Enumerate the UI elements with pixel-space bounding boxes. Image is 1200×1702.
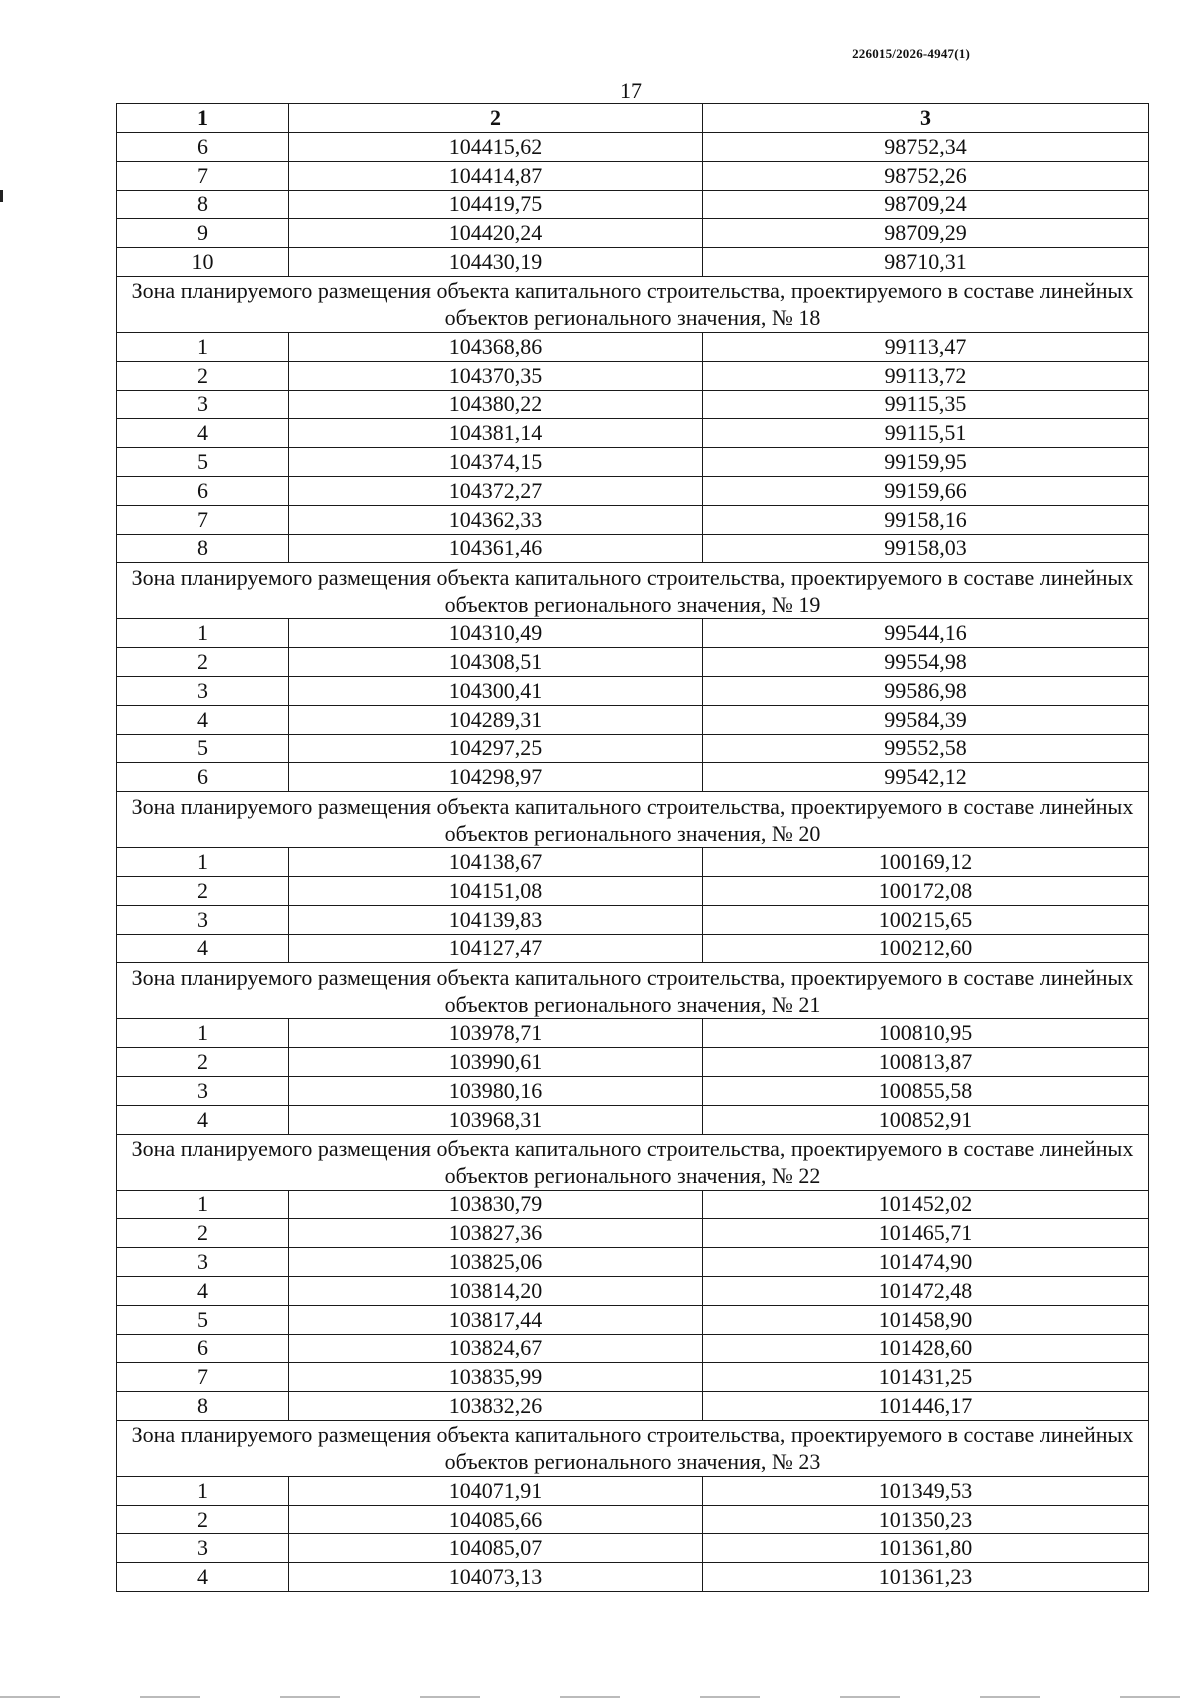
point-number-cell: 3 (117, 390, 289, 419)
y-coordinate-cell: 99542,12 (703, 763, 1149, 792)
table-row (117, 219, 1149, 248)
table-row (117, 1505, 1149, 1534)
table-row (117, 1048, 1149, 1077)
point-number-cell: 1 (117, 1019, 289, 1048)
x-coordinate-cell: 104298,97 (289, 763, 703, 792)
table-row (117, 763, 1149, 792)
point-number-cell: 3 (117, 1248, 289, 1277)
point-number-cell: 6 (117, 476, 289, 505)
table-row (117, 1534, 1149, 1563)
point-number-cell: 8 (117, 190, 289, 219)
table-row (117, 1076, 1149, 1105)
x-coordinate-cell: 104127,47 (289, 934, 703, 963)
zone-title: Зона планируемого размещения объекта капитального строительства, проектируемого в составе линейных объектов регионального значения, № 18 (117, 276, 1149, 332)
zone-title: Зона планируемого размещения объекта капитального строительства, проектируемого в составе линейных объектов регионального значения, № 19 (117, 563, 1149, 619)
point-number-cell: 1 (117, 619, 289, 648)
y-coordinate-cell: 99158,16 (703, 505, 1149, 534)
x-coordinate-cell: 103814,20 (289, 1276, 703, 1305)
table-row (117, 619, 1149, 648)
point-number-cell: 4 (117, 934, 289, 963)
y-coordinate-cell: 99158,03 (703, 534, 1149, 563)
x-coordinate-cell: 104297,25 (289, 734, 703, 763)
x-coordinate-cell: 104430,19 (289, 248, 703, 277)
y-coordinate-cell: 100212,60 (703, 934, 1149, 963)
table-row (117, 848, 1149, 877)
x-coordinate-cell: 103825,06 (289, 1248, 703, 1277)
point-number-cell: 5 (117, 1305, 289, 1334)
table-row (117, 1563, 1149, 1592)
y-coordinate-cell: 101428,60 (703, 1334, 1149, 1363)
table-row (117, 1219, 1149, 1248)
table-row (117, 419, 1149, 448)
zone-title: Зона планируемого размещения объекта капитального строительства, проектируемого в составе линейных объектов регионального значения, № 21 (117, 963, 1149, 1019)
point-number-cell: 1 (117, 1476, 289, 1505)
table-row (117, 190, 1149, 219)
x-coordinate-cell: 103830,79 (289, 1190, 703, 1219)
table-row (117, 476, 1149, 505)
x-coordinate-cell: 104361,46 (289, 534, 703, 563)
point-number-cell: 7 (117, 161, 289, 190)
x-coordinate-cell: 103827,36 (289, 1219, 703, 1248)
point-number-cell: 7 (117, 1363, 289, 1392)
y-coordinate-cell: 99113,72 (703, 361, 1149, 390)
point-number-cell: 2 (117, 876, 289, 905)
table-row (117, 934, 1149, 963)
point-number-cell: 6 (117, 1334, 289, 1363)
header-col-2: 2 (289, 104, 703, 133)
x-coordinate-cell: 104310,49 (289, 619, 703, 648)
x-coordinate-cell: 104419,75 (289, 190, 703, 219)
x-coordinate-cell: 104289,31 (289, 705, 703, 734)
point-number-cell: 2 (117, 361, 289, 390)
table-row (117, 390, 1149, 419)
point-number-cell: 4 (117, 1105, 289, 1134)
y-coordinate-cell: 99159,66 (703, 476, 1149, 505)
y-coordinate-cell: 100172,08 (703, 876, 1149, 905)
zone-header-row (117, 563, 1149, 619)
y-coordinate-cell: 100810,95 (703, 1019, 1149, 1048)
y-coordinate-cell: 98710,31 (703, 248, 1149, 277)
y-coordinate-cell: 99113,47 (703, 332, 1149, 361)
x-coordinate-cell: 104362,33 (289, 505, 703, 534)
point-number-cell: 3 (117, 1076, 289, 1105)
x-coordinate-cell: 103832,26 (289, 1392, 703, 1421)
x-coordinate-cell: 104372,27 (289, 476, 703, 505)
y-coordinate-cell: 100852,91 (703, 1105, 1149, 1134)
table-row (117, 1248, 1149, 1277)
x-coordinate-cell: 103835,99 (289, 1363, 703, 1392)
point-number-cell: 4 (117, 1563, 289, 1592)
y-coordinate-cell: 101350,23 (703, 1505, 1149, 1534)
point-number-cell: 6 (117, 763, 289, 792)
point-number-cell: 9 (117, 219, 289, 248)
y-coordinate-cell: 98752,26 (703, 161, 1149, 190)
point-number-cell: 3 (117, 676, 289, 705)
table-row (117, 1190, 1149, 1219)
table-row (117, 133, 1149, 162)
table-row (117, 676, 1149, 705)
point-number-cell: 10 (117, 248, 289, 277)
table-row (117, 448, 1149, 477)
header-col-3: 3 (703, 104, 1149, 133)
y-coordinate-cell: 101472,48 (703, 1276, 1149, 1305)
x-coordinate-cell: 104415,62 (289, 133, 703, 162)
document-id: 226015/2026-4947(1) (852, 46, 970, 61)
x-coordinate-cell: 104308,51 (289, 648, 703, 677)
table-row (117, 1334, 1149, 1363)
x-coordinate-cell: 103817,44 (289, 1305, 703, 1334)
point-number-cell: 2 (117, 1048, 289, 1077)
table-row (117, 705, 1149, 734)
coordinates-table-body (117, 104, 1149, 1592)
zone-title: Зона планируемого размещения объекта капитального строительства, проектируемого в составе линейных объектов регионального значения, № 22 (117, 1134, 1149, 1190)
y-coordinate-cell: 99159,95 (703, 448, 1149, 477)
point-number-cell: 1 (117, 1190, 289, 1219)
y-coordinate-cell: 99544,16 (703, 619, 1149, 648)
table-row (117, 1476, 1149, 1505)
x-coordinate-cell: 104374,15 (289, 448, 703, 477)
table-row (117, 505, 1149, 534)
zone-title: Зона планируемого размещения объекта капитального строительства, проектируемого в составе линейных объектов регионального значения, № 23 (117, 1420, 1149, 1476)
table-header-row (117, 104, 1149, 133)
y-coordinate-cell: 99554,98 (703, 648, 1149, 677)
point-number-cell: 8 (117, 534, 289, 563)
y-coordinate-cell: 101465,71 (703, 1219, 1149, 1248)
x-coordinate-cell: 104071,91 (289, 1476, 703, 1505)
table-row (117, 161, 1149, 190)
x-coordinate-cell: 104381,14 (289, 419, 703, 448)
x-coordinate-cell: 104300,41 (289, 676, 703, 705)
point-number-cell: 4 (117, 1276, 289, 1305)
point-number-cell: 5 (117, 448, 289, 477)
scan-bottom-edge (0, 1696, 1200, 1698)
table-row (117, 361, 1149, 390)
point-number-cell: 8 (117, 1392, 289, 1421)
y-coordinate-cell: 99584,39 (703, 705, 1149, 734)
x-coordinate-cell: 103968,31 (289, 1105, 703, 1134)
y-coordinate-cell: 101458,90 (703, 1305, 1149, 1334)
page-number: 17 (620, 78, 642, 103)
point-number-cell: 2 (117, 1219, 289, 1248)
table-row (117, 1105, 1149, 1134)
y-coordinate-cell: 101361,80 (703, 1534, 1149, 1563)
y-coordinate-cell: 101431,25 (703, 1363, 1149, 1392)
zone-header-row (117, 963, 1149, 1019)
table-row (117, 1276, 1149, 1305)
x-coordinate-cell: 104139,83 (289, 905, 703, 934)
zone-header-row (117, 1420, 1149, 1476)
x-coordinate-cell: 104380,22 (289, 390, 703, 419)
y-coordinate-cell: 100855,58 (703, 1076, 1149, 1105)
point-number-cell: 3 (117, 1534, 289, 1563)
x-coordinate-cell: 104085,07 (289, 1534, 703, 1563)
y-coordinate-cell: 100813,87 (703, 1048, 1149, 1077)
x-coordinate-cell: 104073,13 (289, 1563, 703, 1592)
x-coordinate-cell: 103990,61 (289, 1048, 703, 1077)
x-coordinate-cell: 103978,71 (289, 1019, 703, 1048)
y-coordinate-cell: 98752,34 (703, 133, 1149, 162)
y-coordinate-cell: 101452,02 (703, 1190, 1149, 1219)
table-row (117, 876, 1149, 905)
x-coordinate-cell: 104085,66 (289, 1505, 703, 1534)
y-coordinate-cell: 98709,29 (703, 219, 1149, 248)
scan-margin-mark (0, 190, 3, 202)
x-coordinate-cell: 103824,67 (289, 1334, 703, 1363)
zone-title: Зона планируемого размещения объекта капитального строительства, проектируемого в составе линейных объектов регионального значения, № 20 (117, 792, 1149, 848)
point-number-cell: 3 (117, 905, 289, 934)
point-number-cell: 1 (117, 848, 289, 877)
point-number-cell: 7 (117, 505, 289, 534)
point-number-cell: 2 (117, 648, 289, 677)
zone-header-row (117, 276, 1149, 332)
x-coordinate-cell: 103980,16 (289, 1076, 703, 1105)
point-number-cell: 2 (117, 1505, 289, 1534)
y-coordinate-cell: 99586,98 (703, 676, 1149, 705)
y-coordinate-cell: 101446,17 (703, 1392, 1149, 1421)
x-coordinate-cell: 104151,08 (289, 876, 703, 905)
y-coordinate-cell: 101474,90 (703, 1248, 1149, 1277)
y-coordinate-cell: 99115,51 (703, 419, 1149, 448)
y-coordinate-cell: 100169,12 (703, 848, 1149, 877)
table-row (117, 248, 1149, 277)
point-number-cell: 1 (117, 332, 289, 361)
point-number-cell: 4 (117, 419, 289, 448)
zone-header-row (117, 1134, 1149, 1190)
table-row (117, 1392, 1149, 1421)
y-coordinate-cell: 101349,53 (703, 1476, 1149, 1505)
y-coordinate-cell: 101361,23 (703, 1563, 1149, 1592)
point-number-cell: 5 (117, 734, 289, 763)
x-coordinate-cell: 104370,35 (289, 361, 703, 390)
y-coordinate-cell: 98709,24 (703, 190, 1149, 219)
table-row (117, 648, 1149, 677)
y-coordinate-cell: 100215,65 (703, 905, 1149, 934)
x-coordinate-cell: 104138,67 (289, 848, 703, 877)
table-row (117, 1019, 1149, 1048)
y-coordinate-cell: 99115,35 (703, 390, 1149, 419)
x-coordinate-cell: 104420,24 (289, 219, 703, 248)
x-coordinate-cell: 104414,87 (289, 161, 703, 190)
table-row (117, 905, 1149, 934)
table-row (117, 1305, 1149, 1334)
table-row (117, 1363, 1149, 1392)
table-row (117, 534, 1149, 563)
header-col-1: 1 (117, 104, 289, 133)
point-number-cell: 6 (117, 133, 289, 162)
x-coordinate-cell: 104368,86 (289, 332, 703, 361)
zone-header-row (117, 792, 1149, 848)
table-row (117, 332, 1149, 361)
coordinates-table (116, 103, 1149, 1592)
y-coordinate-cell: 99552,58 (703, 734, 1149, 763)
table-row (117, 734, 1149, 763)
point-number-cell: 4 (117, 705, 289, 734)
